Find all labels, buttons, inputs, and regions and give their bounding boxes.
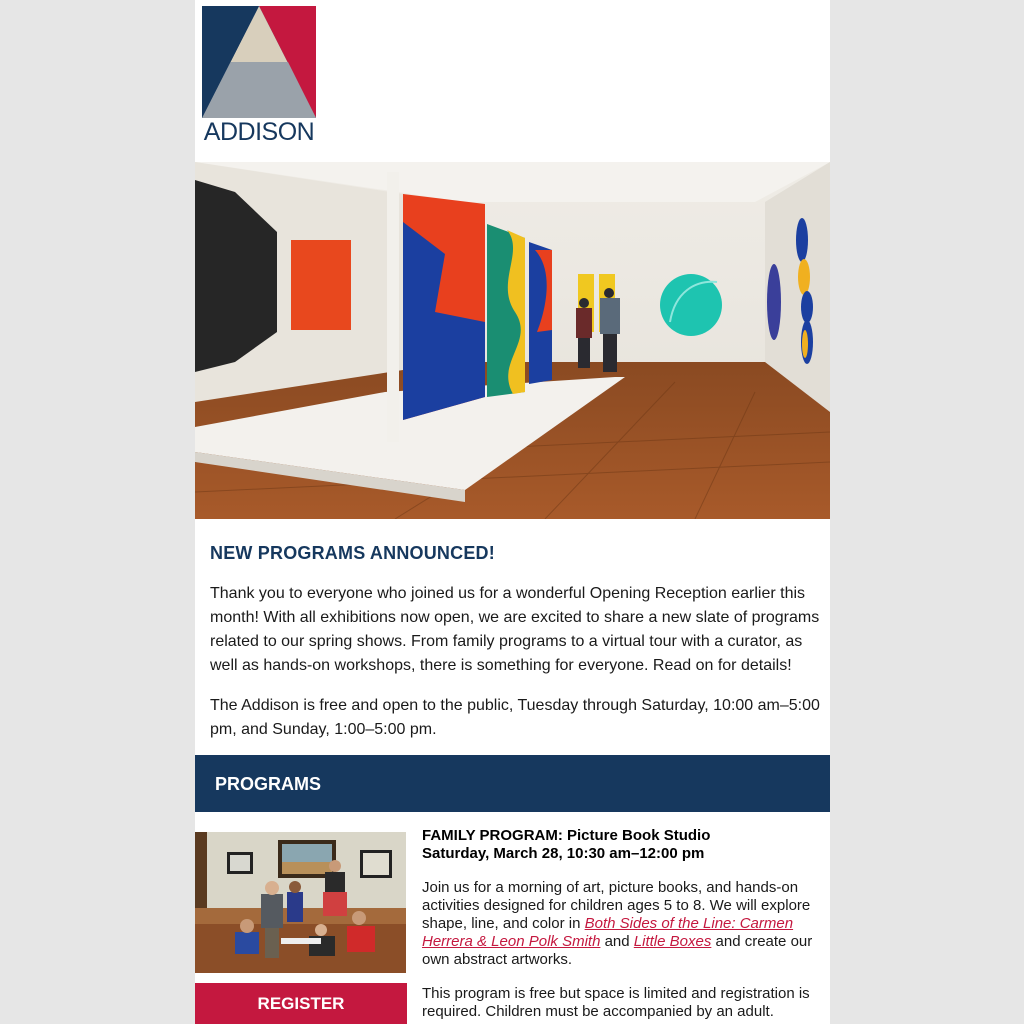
- programs-banner: [195, 755, 830, 812]
- programs-heading: PROGRAMS: [215, 774, 322, 794]
- link-both-sides-of-the-line[interactable]: Both Sides of the Line: Carmen Herrera & Leon Polk Smith: [422, 915, 794, 950]
- intro-paragraph: Thank you to everyone who joined us for a wonderful Opening Reception earlier this month! With all exhibitions now open, we are excited to share a new slate of programs related to our spring shows. From family programs to a virtual tour with a curator, as well as hands-on workshops, there is something for everyone. Read on for details!: [210, 585, 820, 674]
- program-photo[interactable]: [195, 832, 406, 973]
- program-note: This program is free but space is limited and registration is required. Children must be accompanied by an adult.: [422, 985, 810, 1020]
- program-description: [422, 879, 822, 969]
- program-details: [422, 827, 822, 1021]
- headline: NEW PROGRAMS ANNOUNCED!: [210, 543, 495, 563]
- logo-wordmark: ADDISON: [203, 118, 315, 146]
- program-date: Saturday, March 28, 10:30 am–12:00 pm: [422, 845, 705, 862]
- intro-section: [210, 543, 820, 742]
- program-description-conjunction: and: [600, 933, 634, 950]
- program-description-text: Join us for a morning of art, picture books, and hands-on activities designed for children ages 5 to 8. We will explore shape, line, and color in: [422, 879, 811, 932]
- addison-logo[interactable]: [202, 6, 316, 146]
- email-container: [195, 0, 830, 1024]
- logo-mark-icon: [202, 6, 316, 118]
- link-little-boxes[interactable]: Little Boxes: [633, 933, 712, 950]
- program-title: FAMILY PROGRAM: Picture Book Studio: [422, 827, 711, 844]
- hero-image: [195, 162, 830, 519]
- register-button[interactable]: REGISTER: [195, 983, 407, 1024]
- hours-paragraph: The Addison is free and open to the public, Tuesday through Saturday, 10:00 am–5:00 pm, and Sunday, 1:00–5:00 pm.: [210, 697, 820, 738]
- program-description-end: and create our own abstract artworks.: [422, 933, 813, 968]
